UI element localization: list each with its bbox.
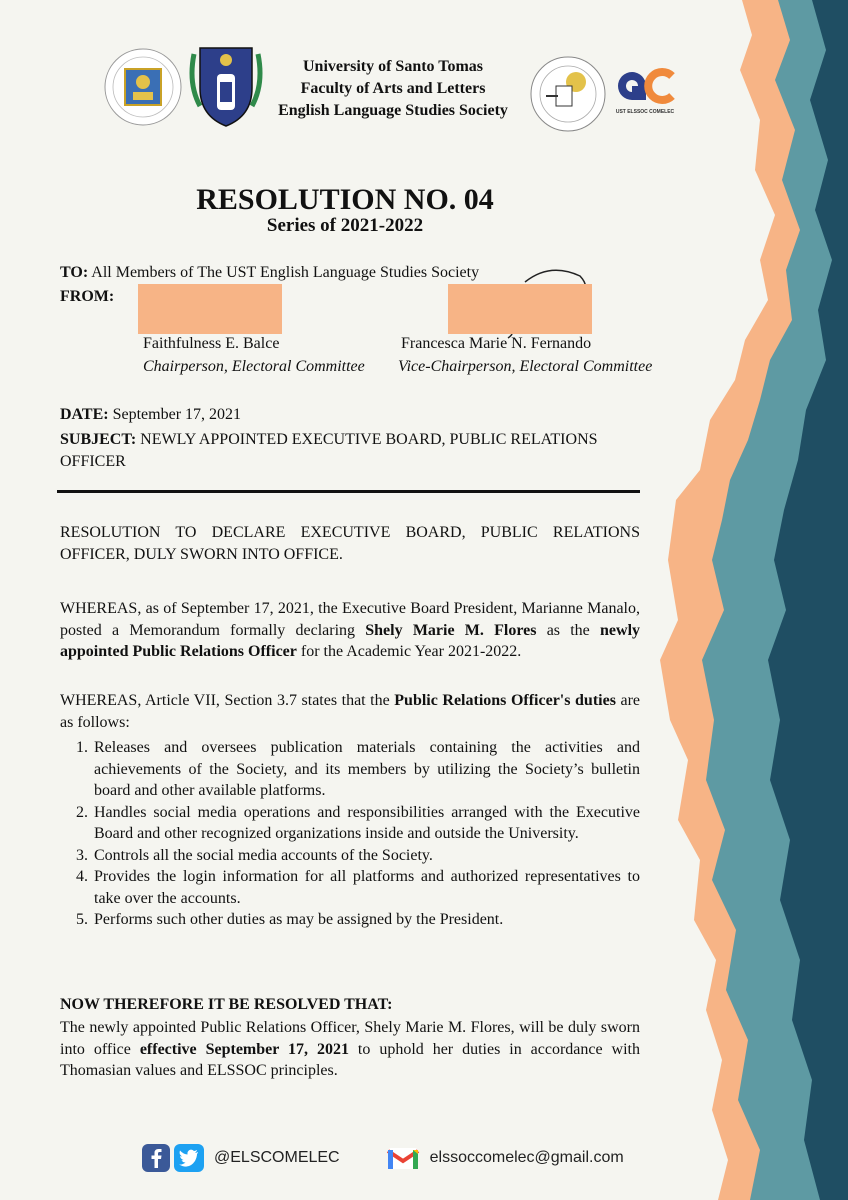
resolved-bold-date: effective September 17, 2021 <box>139 1040 349 1058</box>
section-divider <box>57 490 640 493</box>
comelec-logo <box>614 66 676 116</box>
duty-item: 2. Handles social media operations and responsibilities arranged with the Executive Board and other recognized organizations inside and outside the University. <box>92 802 640 845</box>
contact-email[interactable]: elssoccomelec@gmail.com <box>429 1149 624 1166</box>
society-name: English Language Studies Society <box>278 102 508 119</box>
from-label: FROM: <box>60 288 115 305</box>
whereas-2-text-b: are as follows: <box>60 692 641 731</box>
whereas-1-text-c: for the Academic Year 2021-2022. <box>296 643 522 660</box>
date-label: DATE: <box>60 406 109 423</box>
comelec-logo-caption: UST ELSSOC COMELEC <box>615 109 675 115</box>
resolved-text-b: to uphold her duties in accordance with Thomasian values and ELSSOC principles. <box>60 1040 640 1079</box>
whereas-1-text-a: WHEREAS, as of September 17, 2021, the Executive Board President, Marianne Manalo, posted a Memorandum formally declaring <box>60 600 640 639</box>
signatory-2-role: Vice-Chairperson, Electoral Committee <box>398 358 653 375</box>
signatory-1-role: Chairperson, Electoral Committee <box>143 358 365 375</box>
whereas-2-text-a: WHEREAS, Article VII, Section 3.7 states that the <box>60 692 395 709</box>
duty-item: 3. Controls all the social media accounts of the Society. <box>92 845 640 867</box>
twitter-icon[interactable] <box>174 1144 204 1172</box>
signatory-1-name: Faithfulness E. Balce <box>143 335 280 352</box>
date-line <box>60 404 640 426</box>
redacted-signature-1 <box>138 284 282 334</box>
ust-seal-logo <box>103 42 183 132</box>
date-value: September 17, 2021 <box>112 406 242 423</box>
whereas-paragraph-2 <box>60 690 640 733</box>
whereas-paragraph-1 <box>60 598 640 663</box>
duties-list <box>60 737 640 931</box>
whereas-2-bold-duties: Public Relations Officer's duties <box>394 692 616 709</box>
redacted-signature-2 <box>448 284 592 334</box>
subject-value: NEWLY APPOINTED EXECUTIVE BOARD, PUBLIC RELATIONS OFFICER <box>60 431 598 470</box>
to-value: All Members of The UST English Language Studies Society <box>91 264 480 281</box>
duty-item: 4. Provides the login information for all platforms and authorized representatives to take over the accounts. <box>92 866 640 909</box>
social-handle[interactable]: @ELSCOMELEC <box>214 1149 340 1166</box>
faculty-name: Faculty of Arts and Letters <box>300 80 486 97</box>
whereas-1-text-b: as the <box>536 621 601 639</box>
resolution-series: Series of 2021-2022 <box>266 215 424 236</box>
facebook-icon[interactable] <box>142 1144 170 1172</box>
resolved-text-a: The newly appointed Public Relations Officer, Shely Marie M. Flores, will be duly sworn into office <box>60 1019 640 1058</box>
whereas-1-bold-position: newly appointed Public Relations Officer <box>60 621 641 660</box>
whereas-1-bold-name: Shely Marie M. Flores <box>365 621 537 639</box>
resolved-heading <box>60 994 640 1016</box>
contact-footer <box>142 1140 624 1176</box>
duty-item: 5. Performs such other duties as may be assigned by the President. <box>92 909 640 931</box>
subject-label: SUBJECT: <box>60 431 137 448</box>
subject-line <box>60 429 640 472</box>
to-label: TO: <box>60 264 89 281</box>
resolved-heading-text: NOW THEREFORE IT BE RESOLVED THAT: <box>60 996 393 1013</box>
duty-item: 1. Releases and oversees publication materials containing the activities and achievements of the Society, and its members by utilizing the Society’s bulletin board and other available platforms. <box>92 737 640 802</box>
elss-society-seal-logo <box>528 52 608 134</box>
signatory-2-name: Francesca Marie N. Fernando <box>401 335 592 352</box>
resolution-title: RESOLUTION NO. 04 <box>196 183 494 216</box>
gmail-icon[interactable] <box>386 1145 420 1171</box>
institution-header <box>258 56 528 122</box>
university-name: University of Santo Tomas <box>302 58 484 75</box>
resolution-heading: RESOLUTION TO DECLARE EXECUTIVE BOARD, PUBLIC RELATIONS OFFICER, DULY SWORN INTO OFFICE. <box>60 524 640 563</box>
faculty-arts-letters-shield-logo <box>186 40 266 130</box>
resolved-paragraph <box>60 1017 640 1082</box>
